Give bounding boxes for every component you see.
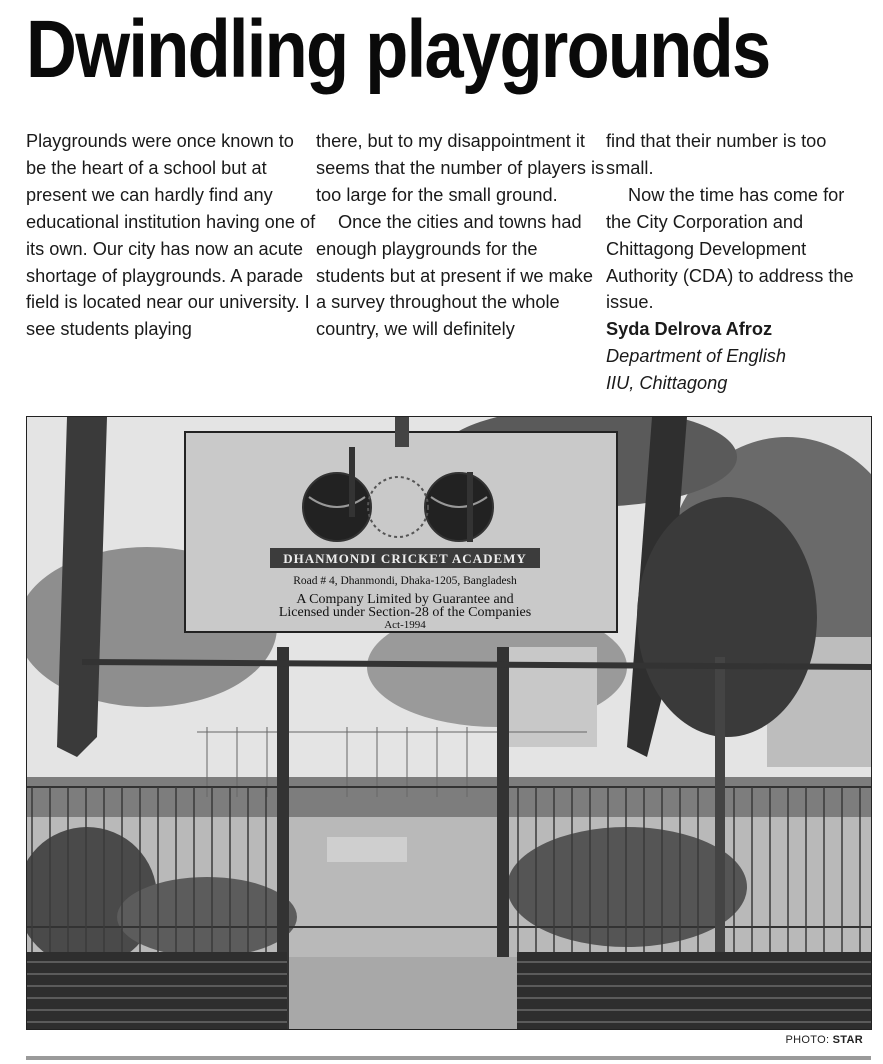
- signature-name: Syda Delrova Afroz: [606, 319, 773, 340]
- sign-address: Road # 4, Dhanmondi, Dhaka-1205, Bangladesh: [293, 575, 517, 587]
- signature-place: IIU, Chittagong: [606, 373, 728, 394]
- paragraph: there, but to my disappointment it seems that the number of players is too large for the small ground.: [316, 131, 605, 205]
- sign-line-1: A Company Limited by Guarantee and: [296, 592, 514, 607]
- column-1: [26, 128, 316, 400]
- bottom-rule: [26, 1056, 871, 1060]
- column-3: [606, 128, 871, 400]
- photo-credit-prefix: PHOTO:: [785, 1034, 833, 1046]
- headline: Dwindling playgrounds: [26, 4, 770, 95]
- photo-credit: [786, 1034, 863, 1046]
- article-body: [26, 128, 871, 400]
- article-photo: [26, 416, 872, 1030]
- column-2: [316, 128, 606, 400]
- paragraph: find that their number is too small.: [606, 131, 827, 178]
- photo-illustration: [27, 417, 871, 1029]
- signature-department: Department of English: [606, 346, 786, 367]
- sign-line-3: Act-1994: [384, 619, 426, 631]
- paragraph: Once the cities and towns had enough playgrounds for the students but at present if we make a survey throughout the whole country, we will definitely: [316, 211, 594, 340]
- sign-academy-name: DHANMONDI CRICKET ACADEMY: [283, 551, 527, 566]
- paragraph: Now the time has come for the City Corporation and Chittagong Development Authority (CDA) to address the issue.: [606, 184, 854, 313]
- paragraph: Playgrounds were once known to be the heart of a school but at present we can hardly find any educational institution having one of its own. Our city has now an acute shortage of playgrounds. A parade field is located near our university. I see students playing: [26, 131, 316, 340]
- sign-line-2: Licensed under Section-28 of the Companies: [278, 605, 532, 620]
- photo-credit-source: STAR: [832, 1034, 863, 1046]
